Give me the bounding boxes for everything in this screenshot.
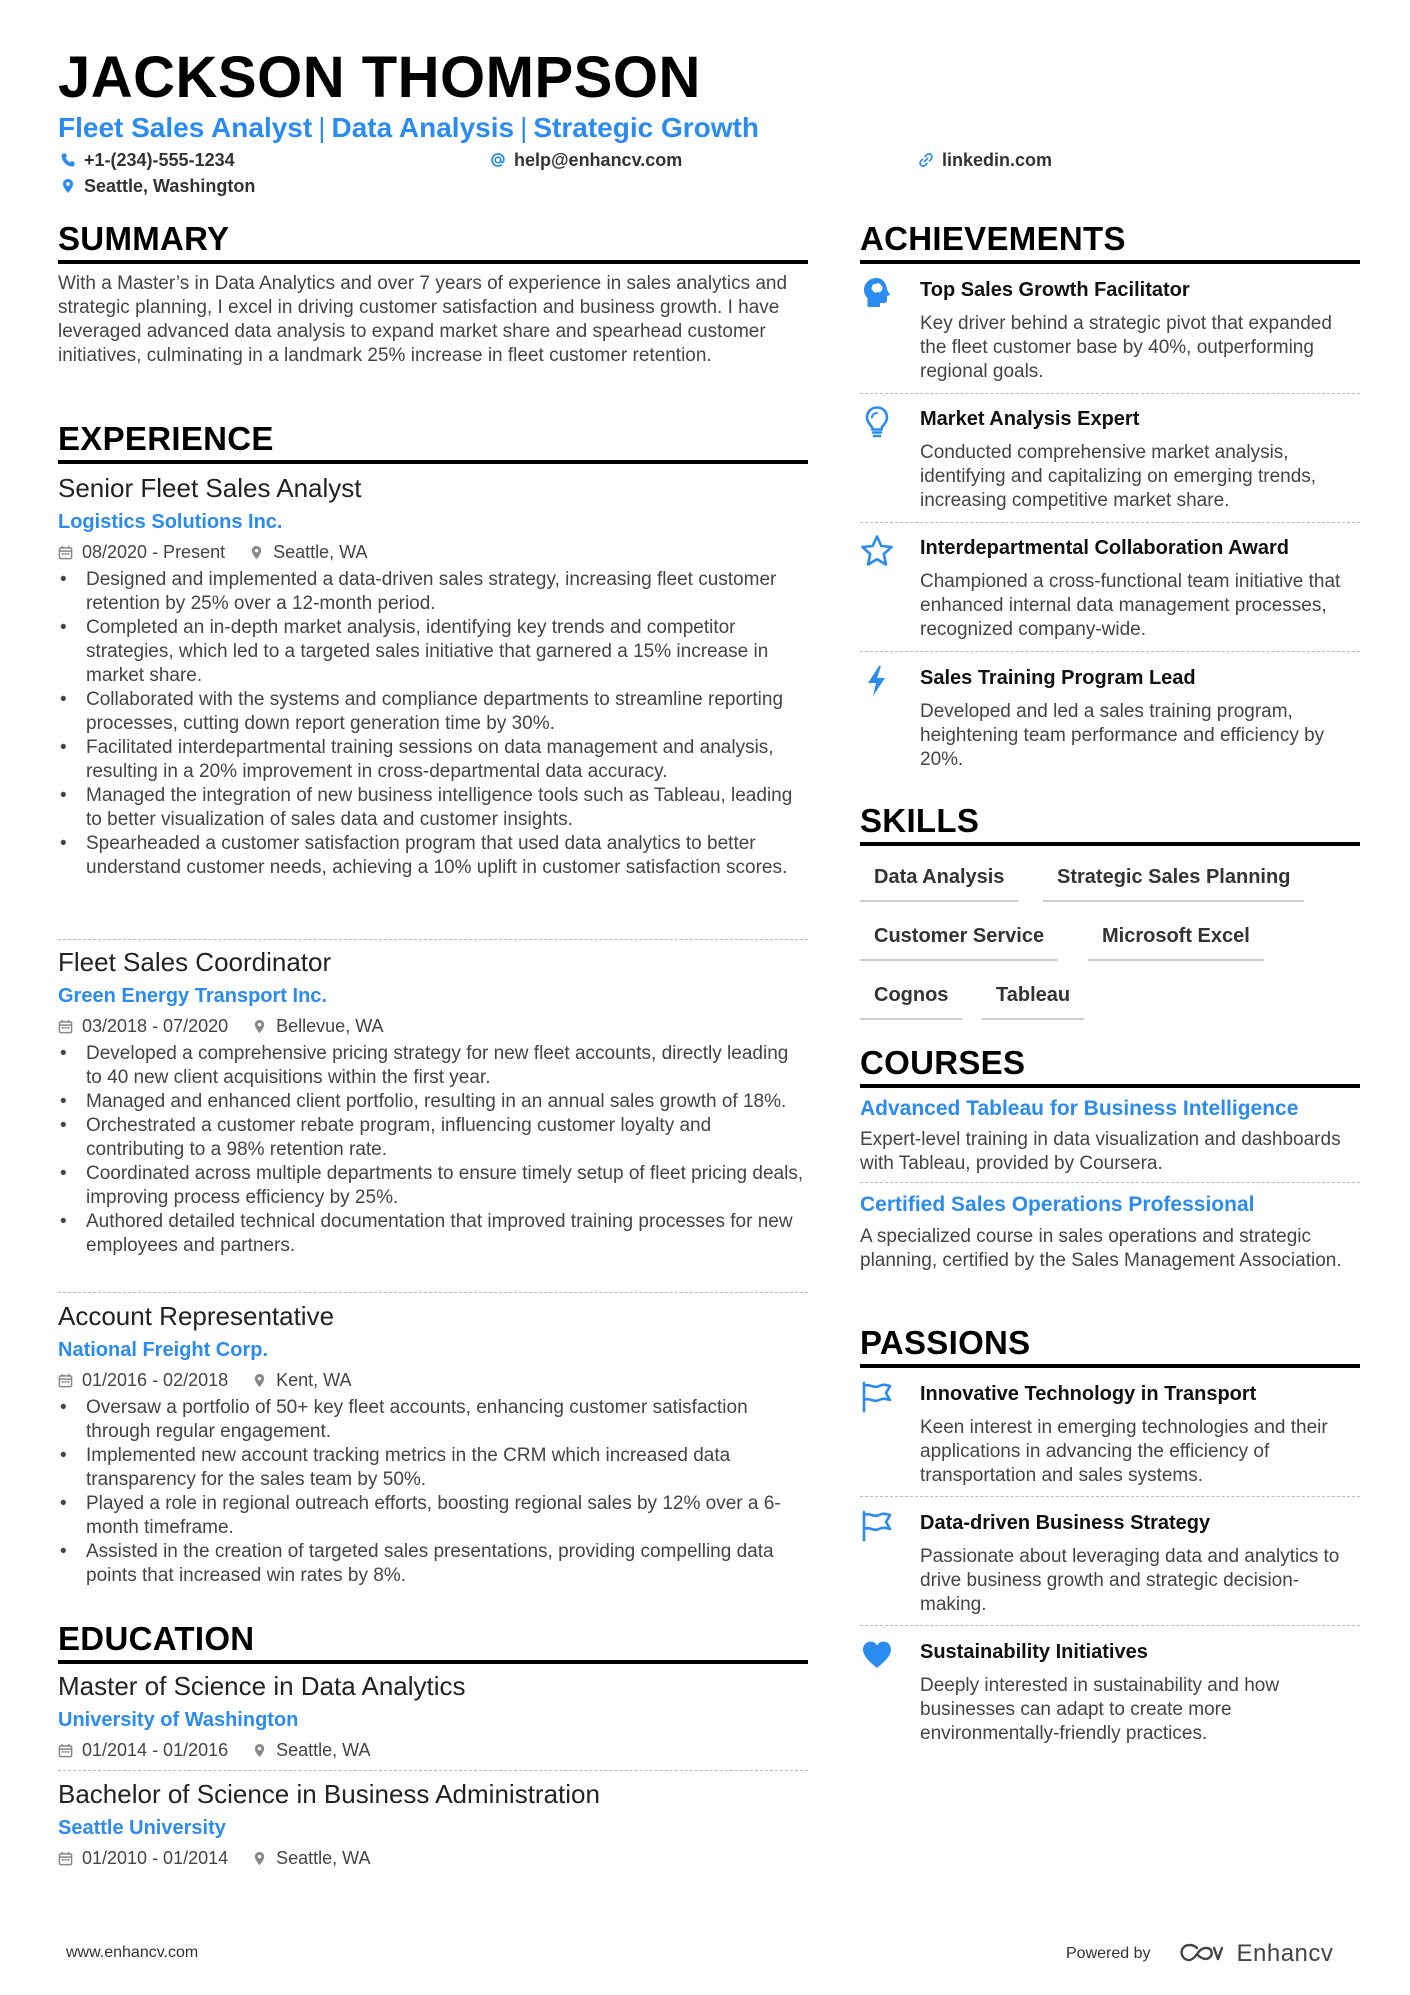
job-bullet: • Designed and implemented a data-driven sales strategy, increasing fleet customer retention by 25% over a 12-month period.: [58, 568, 808, 616]
experience-heading: EXPERIENCE: [58, 420, 274, 457]
company-name: Green Energy Transport Inc.: [58, 985, 327, 1007]
education-location-text: Seattle, WA: [276, 1848, 371, 1868]
contact-location: [60, 175, 255, 197]
education-heading: EDUCATION: [58, 1620, 255, 1657]
headline-separator: |: [318, 112, 326, 143]
section-divider: [58, 260, 808, 264]
job-bullet: • Completed an in-depth market analysis, identifying key trends and competitor strategies, which led to a targeted sales initiative that garnered a 15% increase in market share.: [58, 616, 808, 688]
skills-heading: SKILLS: [860, 802, 980, 839]
achievement-desc: Championed a cross-functional team initiative that enhanced internal data management processes, recognized company-wide.: [920, 571, 1341, 640]
experience-item: [58, 472, 808, 880]
section-divider: [860, 1364, 1360, 1368]
job-bullets: [58, 1396, 808, 1588]
passion-desc: Deeply interested in sustainability and how businesses can adapt to create more environmentally-friendly practices.: [920, 1675, 1280, 1744]
education-location-text: Seattle, WA: [276, 1740, 371, 1760]
job-bullet: • Coordinated across multiple departments to ensure timely setup of fleet pricing deals, improving process efficiency by 25%.: [58, 1162, 808, 1210]
passions-heading: PASSIONS: [860, 1324, 1031, 1361]
skill-tag: Strategic Sales Planning: [1043, 864, 1304, 902]
flag-icon: [860, 1509, 894, 1543]
course-desc: A specialized course in sales operations and strategic planning, certified by the Sales Management Association.: [860, 1226, 1342, 1271]
job-location: [252, 1014, 383, 1038]
passion-item: [860, 1509, 1360, 1619]
company-name: Logistics Solutions Inc.: [58, 511, 283, 533]
calendar-icon: [58, 545, 73, 560]
education-dates: [58, 1738, 228, 1762]
job-location-text: Bellevue, WA: [276, 1016, 384, 1036]
education-meta: [58, 1738, 808, 1762]
degree-title: Bachelor of Science in Business Administration: [58, 1779, 600, 1809]
course-title: Advanced Tableau for Business Intelligence: [860, 1097, 1299, 1120]
headline-part: Fleet Sales Analyst: [58, 112, 313, 143]
linkedin-text: linkedin.com: [942, 150, 1053, 170]
passion-item: [860, 1380, 1360, 1490]
achievement-item: [860, 276, 1360, 386]
job-meta: [58, 1014, 808, 1038]
job-bullet: • Authored detailed technical documentation that improved training processes for new employees and partners.: [58, 1210, 808, 1258]
passion-title: Data-driven Business Strategy: [920, 1512, 1211, 1534]
item-divider: [860, 1625, 1360, 1626]
passion-desc: Keen interest in emerging technologies and their applications in advancing the efficiency of transportation and sales systems.: [920, 1417, 1328, 1486]
education-location: [252, 1846, 370, 1870]
job-bullet: • Assisted in the creation of targeted sales presentations, providing compelling data points that increased win rates by 8%.: [58, 1540, 808, 1588]
map-pin-icon: [60, 178, 76, 194]
achievement-title: Interdepartmental Collaboration Award: [920, 537, 1289, 559]
section-divider: [860, 260, 1360, 264]
education-dates-text: 01/2014 - 01/2016: [82, 1740, 229, 1760]
job-dates-text: 01/2016 - 02/2018: [82, 1370, 229, 1390]
item-divider: [58, 1292, 808, 1293]
skill-tag: Cognos: [860, 982, 962, 1020]
job-bullets: [58, 568, 808, 880]
job-title: Fleet Sales Coordinator: [58, 947, 332, 977]
contact-linkedin[interactable]: [918, 149, 1052, 171]
course-desc: Expert-level training in data visualization and dashboards with Tableau, provided by Coursera.: [860, 1129, 1341, 1174]
education-meta: [58, 1846, 808, 1870]
map-pin-icon: [252, 1851, 267, 1866]
achievement-item: [860, 405, 1360, 515]
job-bullets: [58, 1042, 808, 1258]
contact-email[interactable]: [490, 149, 682, 171]
link-icon: [918, 152, 934, 168]
achievements-heading: ACHIEVEMENTS: [860, 220, 1126, 257]
lightning-bolt-icon: [860, 664, 894, 698]
passion-item: [860, 1638, 1360, 1748]
skill-tag: Tableau: [982, 982, 1084, 1020]
job-location-text: Kent, WA: [276, 1370, 352, 1390]
item-divider: [860, 651, 1360, 652]
experience-item: [58, 946, 808, 1258]
email-text: help@enhancv.com: [514, 150, 683, 170]
job-location: [252, 1368, 351, 1392]
job-meta: [58, 540, 808, 564]
job-dates: [58, 1368, 228, 1392]
achievement-item: [860, 534, 1360, 644]
job-title: Account Representative: [58, 1301, 335, 1331]
job-bullet: • Developed a comprehensive pricing strategy for new fleet accounts, directly leading to 40 new client acquisitions within the first year.: [58, 1042, 808, 1090]
star-icon: [860, 534, 894, 568]
headline: [58, 110, 759, 146]
enhancv-logo-icon: [1177, 1942, 1227, 1966]
calendar-icon: [58, 1743, 73, 1758]
skill-tag: Customer Service: [860, 923, 1058, 961]
job-dates: [58, 1014, 228, 1038]
headline-separator: |: [520, 112, 528, 143]
education-location: [252, 1738, 370, 1762]
item-divider: [860, 522, 1360, 523]
job-bullet: • Facilitated interdepartmental training sessions on data management and analysis, resulting in a 20% improvement in cross-departmental data accuracy.: [58, 736, 808, 784]
job-dates-text: 08/2020 - Present: [82, 542, 226, 562]
powered-by-text: Powered by: [1066, 1945, 1151, 1962]
education-item: [58, 1778, 808, 1870]
achievement-desc: Developed and led a sales training program, heightening team performance and efficiency by 20%.: [920, 701, 1325, 770]
company-name: National Freight Corp.: [58, 1339, 268, 1361]
achievement-title: Sales Training Program Lead: [920, 667, 1196, 689]
section-divider: [860, 842, 1360, 846]
job-bullet: • Played a role in regional outreach efforts, boosting regional sales by 12% over a 6-month timeframe.: [58, 1492, 808, 1540]
brain-head-icon: [860, 276, 894, 310]
job-title: Senior Fleet Sales Analyst: [58, 473, 362, 503]
job-dates-text: 03/2018 - 07/2020: [82, 1016, 229, 1036]
headline-part: Data Analysis: [331, 112, 515, 143]
job-bullet: • Orchestrated a customer rebate program, influencing customer loyalty and contributing to a 98% retention rate.: [58, 1114, 808, 1162]
job-bullet: • Spearheaded a customer satisfaction program that used data analytics to better understand customer needs, achieving a 10% uplift in customer satisfaction scores.: [58, 832, 808, 880]
map-pin-icon: [252, 1373, 267, 1388]
experience-item: [58, 1300, 808, 1588]
education-item: [58, 1670, 808, 1762]
job-meta: [58, 1368, 808, 1392]
candidate-name: JACKSON THOMPSON: [58, 45, 701, 110]
lightbulb-icon: [860, 405, 894, 439]
job-location-text: Seattle, WA: [273, 542, 368, 562]
achievement-desc: Key driver behind a strategic pivot that expanded the fleet customer base by 40%, outperforming regional goals.: [920, 313, 1332, 382]
job-bullet: • Implemented new account tracking metrics in the CRM which increased data transparency for the sales team by 50%.: [58, 1444, 808, 1492]
summary-heading: SUMMARY: [58, 220, 230, 257]
phone-icon: [60, 152, 76, 168]
at-sign-icon: [490, 152, 506, 168]
footer-website[interactable]: www.enhancv.com: [66, 1944, 199, 1961]
section-divider: [860, 1084, 1360, 1088]
map-pin-icon: [252, 1019, 267, 1034]
degree-title: Master of Science in Data Analytics: [58, 1671, 466, 1701]
footer-branding: [1066, 1940, 1333, 1968]
achievement-title: Market Analysis Expert: [920, 408, 1140, 430]
job-location: [249, 540, 367, 564]
phone-text: +1-(234)-555-1234: [84, 150, 235, 170]
item-divider: [58, 1770, 808, 1771]
item-divider: [860, 1182, 1360, 1183]
job-bullet: • Managed the integration of new business intelligence tools such as Tableau, leading to better visualization of sales data and customer insights.: [58, 784, 808, 832]
section-divider: [58, 460, 808, 464]
passion-desc: Passionate about leveraging data and analytics to drive business growth and strategic decision-making.: [920, 1546, 1340, 1615]
flag-icon: [860, 1380, 894, 1414]
item-divider: [860, 393, 1360, 394]
headline-part: Strategic Growth: [533, 112, 759, 143]
job-bullet: • Collaborated with the systems and compliance departments to streamline reporting processes, cutting down report generation time by 30%.: [58, 688, 808, 736]
achievement-desc: Conducted comprehensive market analysis, identifying and capitalizing on emerging trends, increasing competitive market share.: [920, 442, 1317, 511]
school-name: University of Washington: [58, 1709, 299, 1731]
location-text: Seattle, Washington: [84, 176, 256, 196]
achievement-item: [860, 664, 1360, 774]
calendar-icon: [58, 1019, 73, 1034]
calendar-icon: [58, 1373, 73, 1388]
summary-text: With a Master’s in Data Analytics and over 7 years of experience in sales analytics and strategic planning, I excel in driving customer satisfaction and business growth. I have leveraged advanced data analysis to expand market share and spearhead customer initiatives, culminating in a landmark 25% increase in fleet customer retention.: [58, 273, 788, 366]
map-pin-icon: [252, 1743, 267, 1758]
job-bullet: • Oversaw a portfolio of 50+ key fleet accounts, enhancing customer satisfaction through regular engagement.: [58, 1396, 808, 1444]
achievement-title: Top Sales Growth Facilitator: [920, 279, 1190, 301]
job-dates: [58, 540, 225, 564]
skill-tag: Data Analysis: [860, 864, 1018, 902]
item-divider: [860, 1496, 1360, 1497]
skill-tag: Microsoft Excel: [1088, 923, 1264, 961]
courses-heading: COURSES: [860, 1044, 1026, 1081]
course-title: Certified Sales Operations Professional: [860, 1193, 1255, 1216]
contact-phone[interactable]: [60, 149, 235, 171]
map-pin-icon: [249, 545, 264, 560]
passion-title: Sustainability Initiatives: [920, 1641, 1148, 1663]
section-divider: [58, 1660, 808, 1664]
passion-title: Innovative Technology in Transport: [920, 1383, 1257, 1405]
school-name: Seattle University: [58, 1817, 226, 1839]
item-divider: [58, 939, 808, 940]
education-dates: [58, 1846, 228, 1870]
heart-icon: [860, 1638, 894, 1672]
calendar-icon: [58, 1851, 73, 1866]
enhancv-brand-text: Enhancv: [1236, 1940, 1334, 1967]
job-bullet: • Managed and enhanced client portfolio, resulting in an annual sales growth of 18%.: [58, 1090, 808, 1114]
education-dates-text: 01/2010 - 01/2014: [82, 1848, 229, 1868]
